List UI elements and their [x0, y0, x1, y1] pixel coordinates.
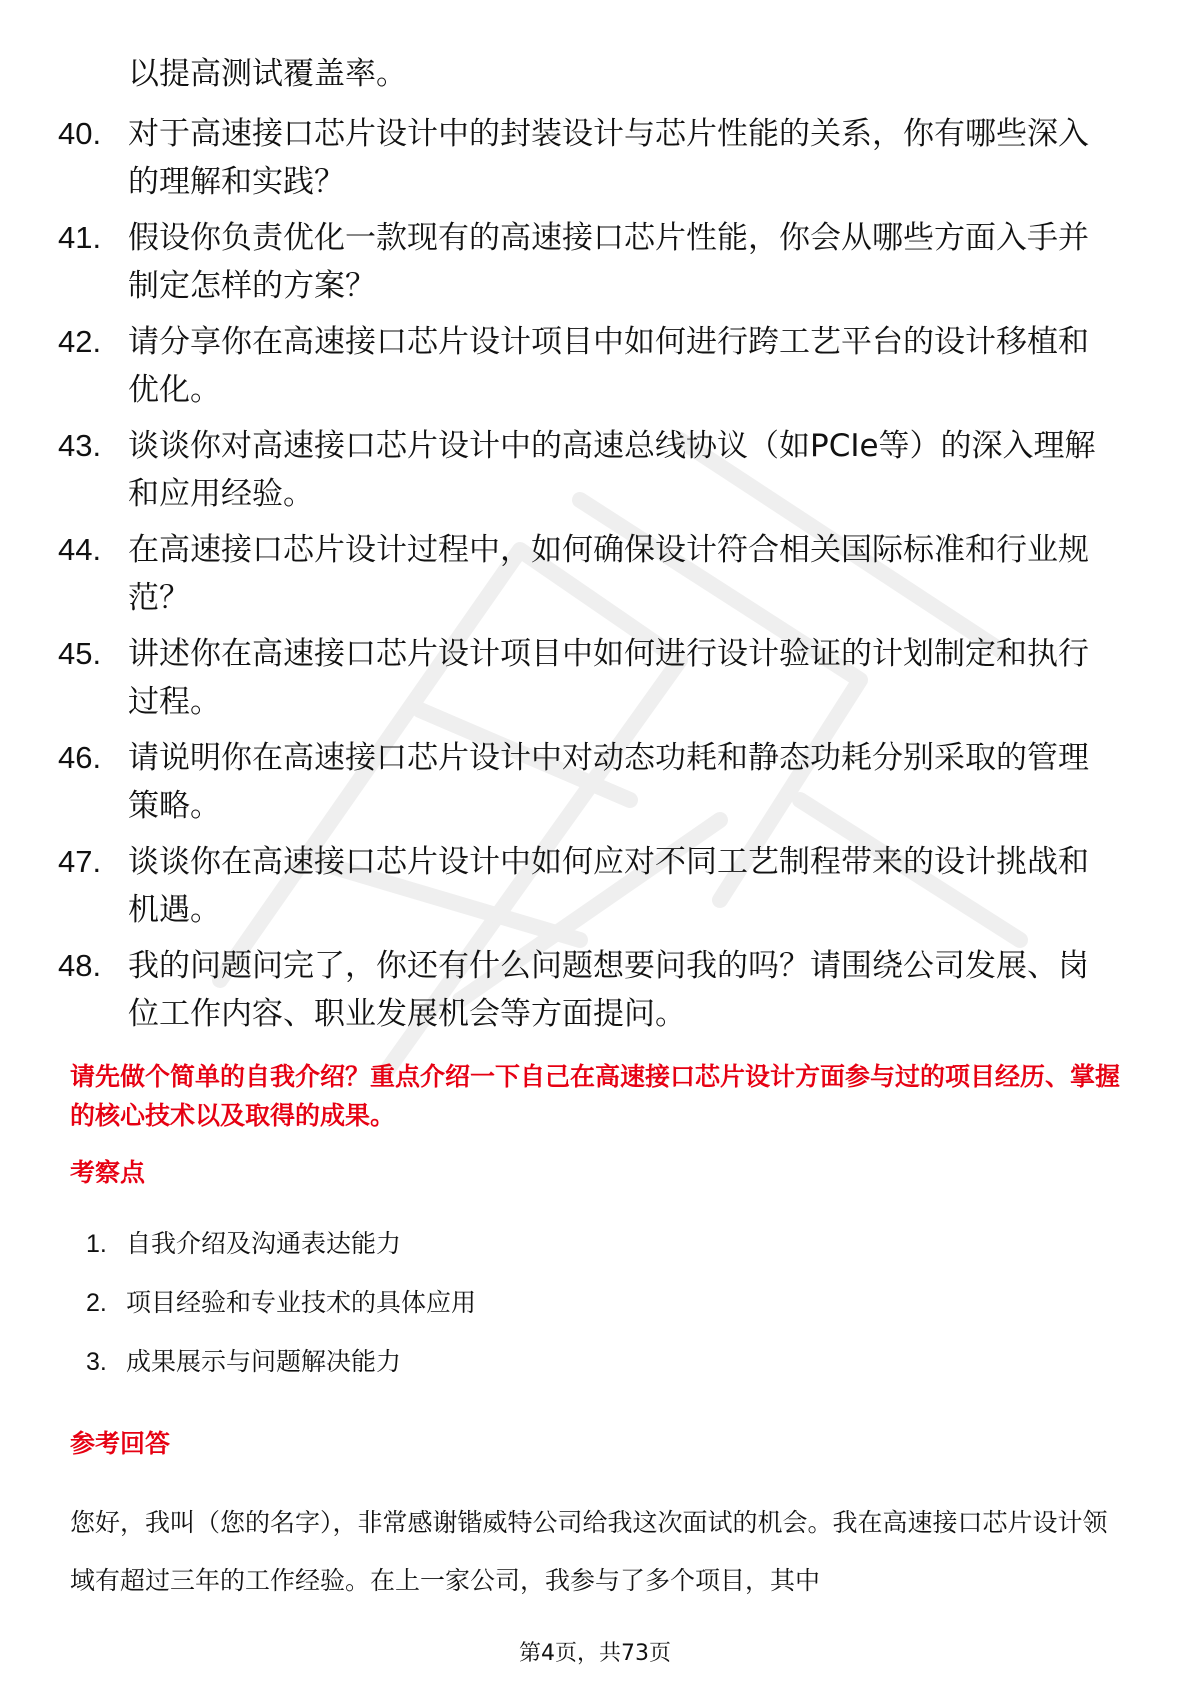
- question-item: [0, 942, 1190, 1046]
- question-text: 对于高速接口芯片设计中的封装设计与芯片性能的关系，你有哪些深入的理解和实践？: [128, 116, 1089, 200]
- question-text: 请说明你在高速接口芯片设计中对动态功耗和静态功耗分别采取的管理策略。: [128, 740, 1089, 824]
- question-number: 44.: [58, 532, 102, 567]
- question-item: [0, 318, 1190, 422]
- question-text: 我的问题问完了，你还有什么问题想要问我的吗？请围绕公司发展、岗位工作内容、职业发展机会等方面提问。: [128, 948, 1089, 1032]
- key-point-item: [0, 1228, 1190, 1287]
- key-point-text: 自我介绍及沟通表达能力: [126, 1229, 402, 1258]
- key-point-text: 项目经验和专业技术的具体应用: [126, 1288, 477, 1317]
- question-text: 讲述你在高速接口芯片设计项目中如何进行设计验证的计划制定和执行过程。: [128, 636, 1089, 720]
- question-number: 43.: [58, 428, 102, 463]
- featured-question-heading: 请先做个简单的自我介绍？重点介绍一下自己在高速接口芯片设计方面参与过的项目经历、掌握的核心技术以及取得的成果。: [70, 1062, 1121, 1130]
- question-text: 在高速接口芯片设计过程中，如何确保设计符合相关国际标准和行业规范？: [128, 532, 1089, 616]
- question-number: 48.: [58, 948, 102, 983]
- question-item: [0, 110, 1190, 214]
- key-point-item: [0, 1346, 1190, 1405]
- question-item: [0, 630, 1190, 734]
- key-point-number: 2.: [86, 1289, 107, 1317]
- key-points-title: 考察点: [70, 1158, 146, 1187]
- key-point-number: 1.: [86, 1230, 107, 1258]
- key-point-item: [0, 1287, 1190, 1346]
- question-text: 谈谈你在高速接口芯片设计中如何应对不同工艺制程带来的设计挑战和机遇。: [128, 844, 1089, 928]
- question-number: 47.: [58, 844, 102, 879]
- question-list: [0, 110, 1190, 1046]
- question-number: 41.: [58, 220, 102, 255]
- question-item: [0, 214, 1190, 318]
- key-points-list: [0, 1228, 1190, 1405]
- question-item: [0, 422, 1190, 526]
- question-number: 46.: [58, 740, 102, 775]
- question-number: 42.: [58, 324, 102, 359]
- reference-answer-text: 您好，我叫（您的名字），非常感谢锴威特公司给我这次面试的机会。我在高速接口芯片设计领域有超过三年的工作经验。在上一家公司，我参与了多个项目，其中: [70, 1508, 1108, 1595]
- reference-answer-title: 参考回答: [70, 1429, 171, 1458]
- question-item: [0, 838, 1190, 942]
- question-number: 40.: [58, 116, 102, 151]
- question-item: [0, 526, 1190, 630]
- question-number: 45.: [58, 636, 102, 671]
- question-text: 假设你负责优化一款现有的高速接口芯片性能，你会从哪些方面入手并制定怎样的方案？: [128, 220, 1089, 304]
- question-continuation: 以提高测试覆盖率。: [128, 56, 407, 92]
- question-text: 请分享你在高速接口芯片设计项目中如何进行跨工艺平台的设计移植和优化。: [128, 324, 1089, 408]
- question-text: 谈谈你对高速接口芯片设计中的高速总线协议（如PCIe等）的深入理解和应用经验。: [128, 428, 1096, 512]
- key-point-text: 成果展示与问题解决能力: [126, 1347, 402, 1376]
- key-point-number: 3.: [86, 1348, 107, 1376]
- question-item: [0, 734, 1190, 838]
- page-footer: 第4页，共73页: [519, 1641, 671, 1666]
